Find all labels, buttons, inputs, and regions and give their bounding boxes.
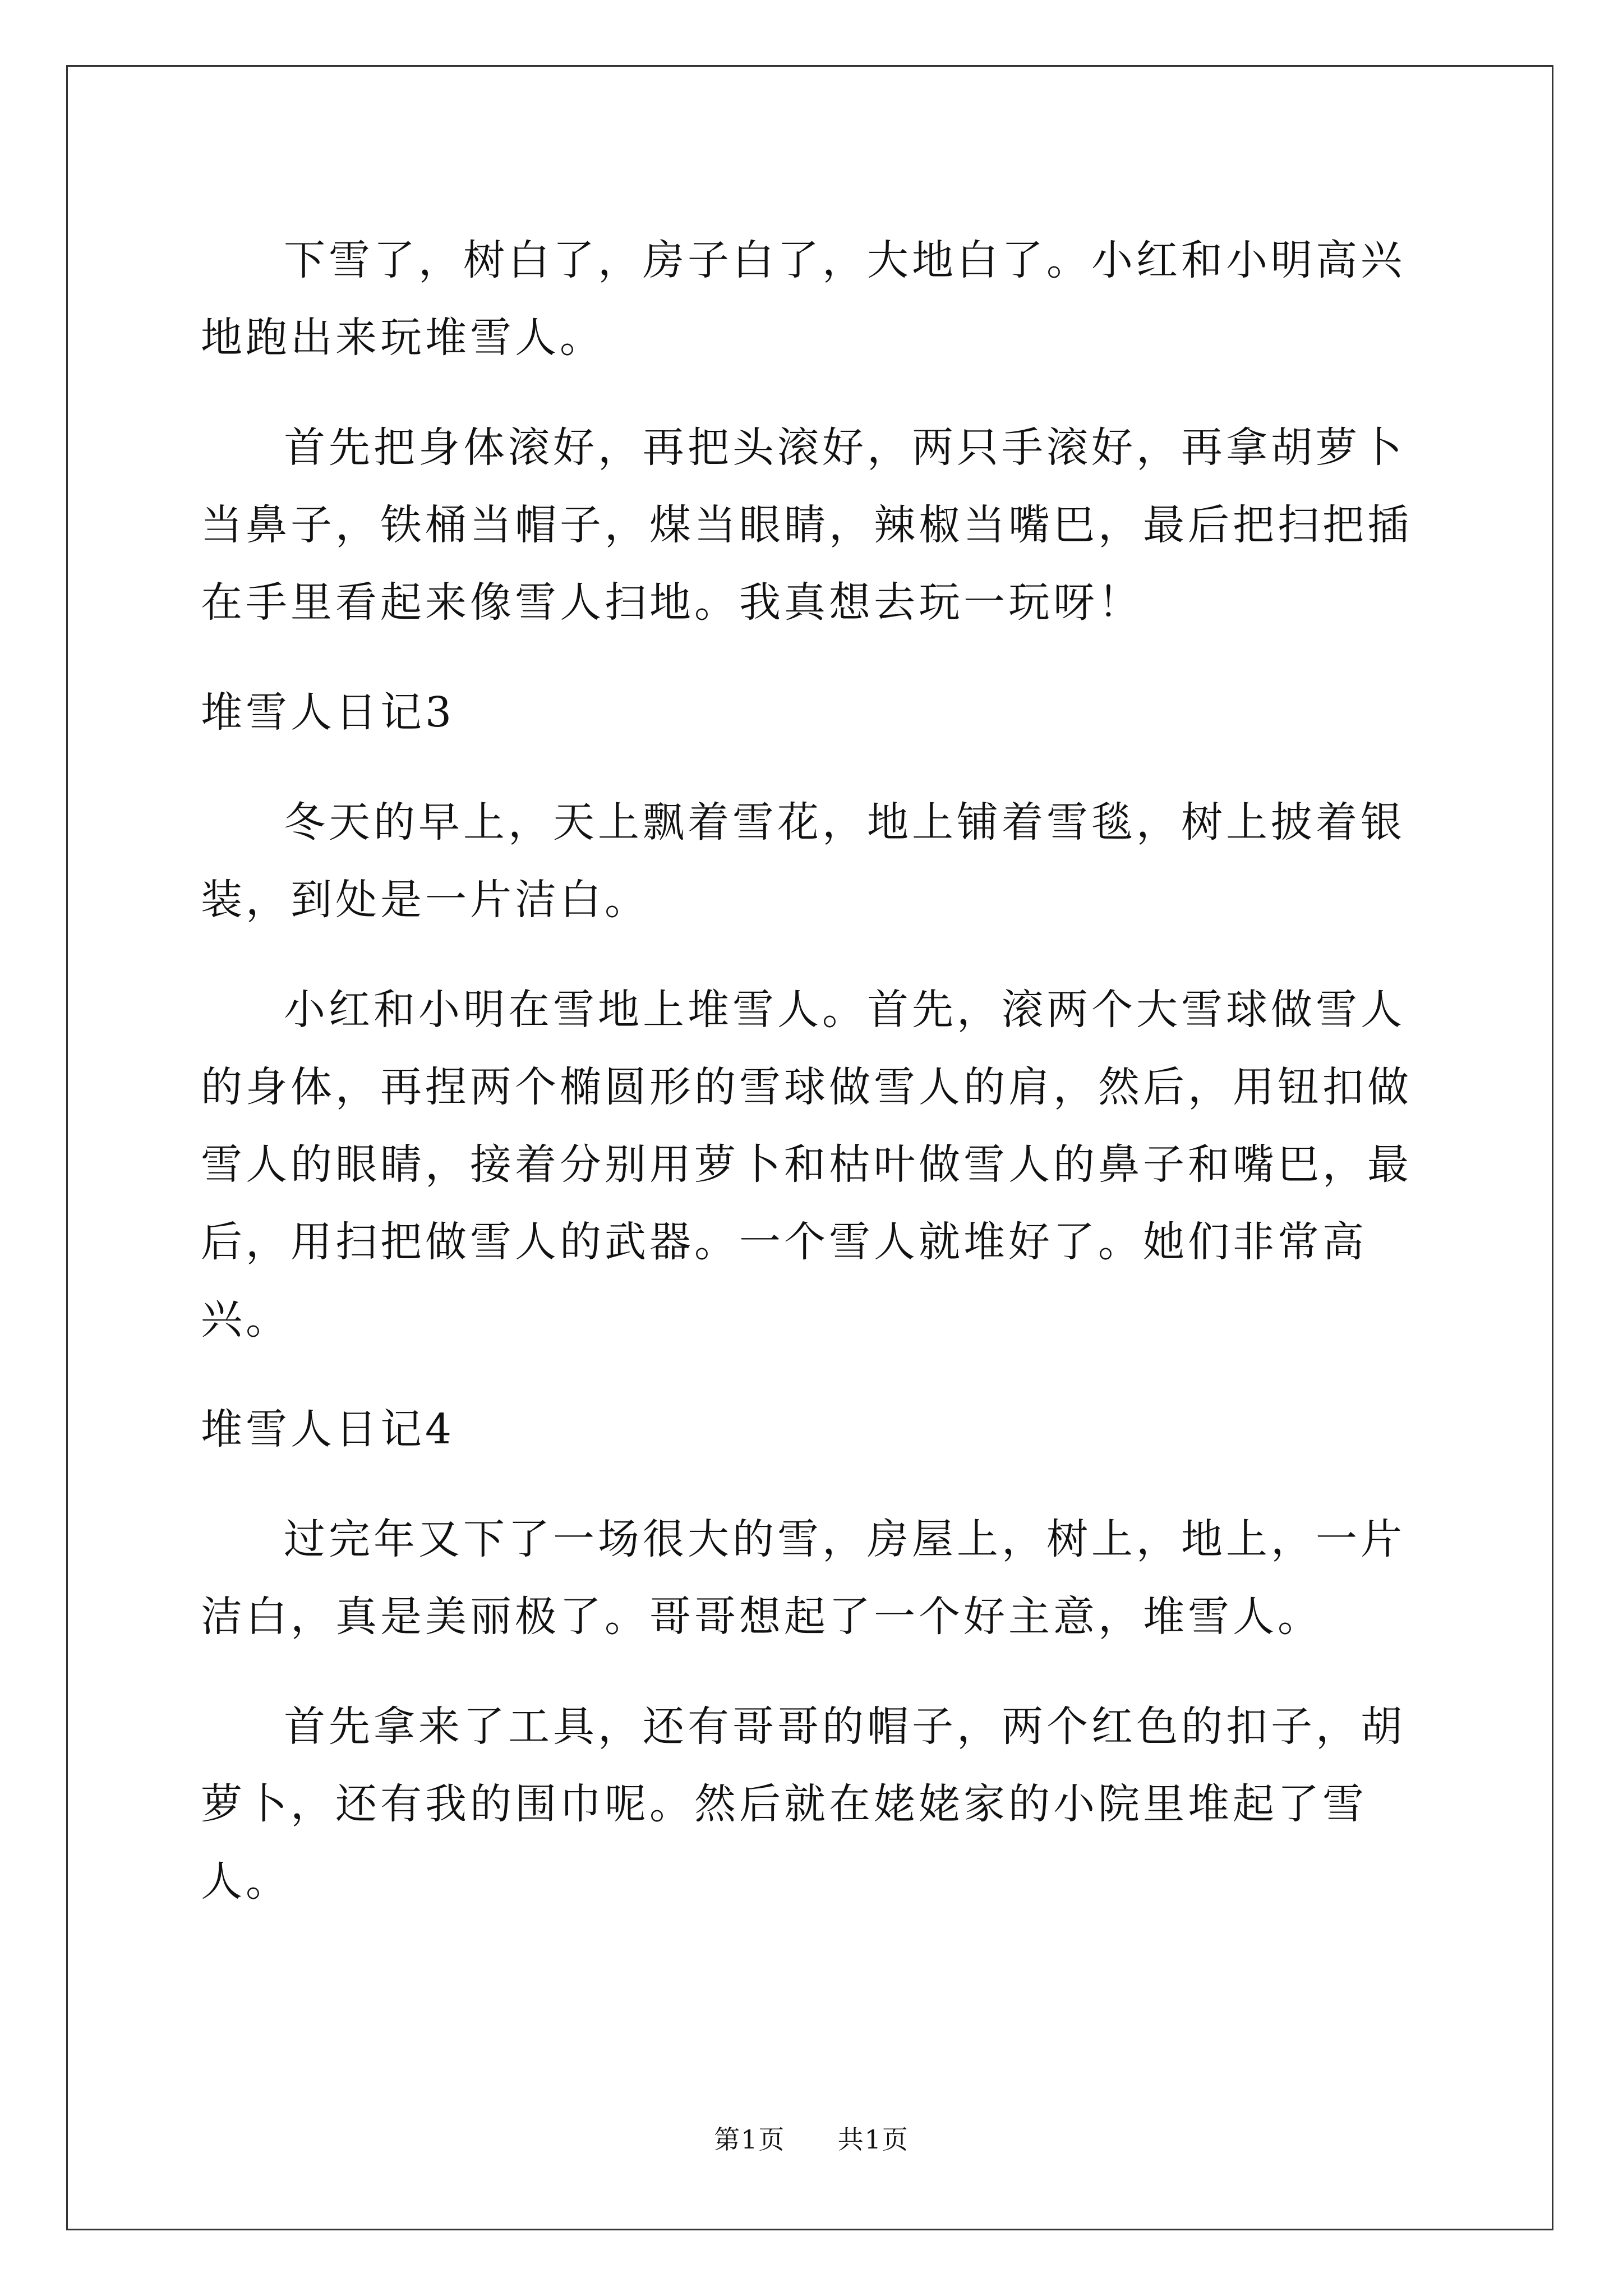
document-body (201, 222, 1423, 1920)
paragraph-1: 下雪了，树白了，房子白了，大地白了。小红和小明高兴地跑出来玩堆雪人。 (201, 236, 1405, 362)
paragraph-6: 首先拿来了工具，还有哥哥的帽子，两个红色的扣子，胡萝卜，还有我的围巾呢。然后就在姥姥家的小院里堆起了雪人。 (201, 1703, 1405, 1906)
page-number-total: 共1页 (837, 2124, 909, 2155)
section-heading-4: 堆雪人日记4 (201, 1405, 455, 1453)
paragraph-5: 过完年又下了一场很大的雪，房屋上，树上，地上，一片洁白，真是美丽极了。哥哥想起了一个好主意，堆雪人。 (201, 1515, 1405, 1641)
page-number-current: 第1页 (714, 2124, 786, 2155)
paragraph-4: 小红和小明在雪地上堆雪人。首先，滚两个大雪球做雪人的身体，再捏两个椭圆形的雪球做雪人的肩，然后，用钮扣做雪人的眼睛，接着分别用萝卜和枯叶做雪人的鼻子和嘴巴，最后，用扫把做雪人的武器。一个雪人就堆好了。她们非常高兴。 (201, 986, 1412, 1343)
page-footer (0, 2119, 1623, 2156)
paragraph-3: 冬天的早上，天上飘着雪花，地上铺着雪毯，树上披着银装，到处是一片洁白。 (201, 798, 1405, 924)
section-heading-3: 堆雪人日记3 (201, 688, 455, 737)
paragraph-2: 首先把身体滚好，再把头滚好，两只手滚好，再拿胡萝卜当鼻子，铁桶当帽子，煤当眼睛，辣椒当嘴巴，最后把扫把插在手里看起来像雪人扫地。我真想去玩一玩呀！ (201, 424, 1412, 627)
